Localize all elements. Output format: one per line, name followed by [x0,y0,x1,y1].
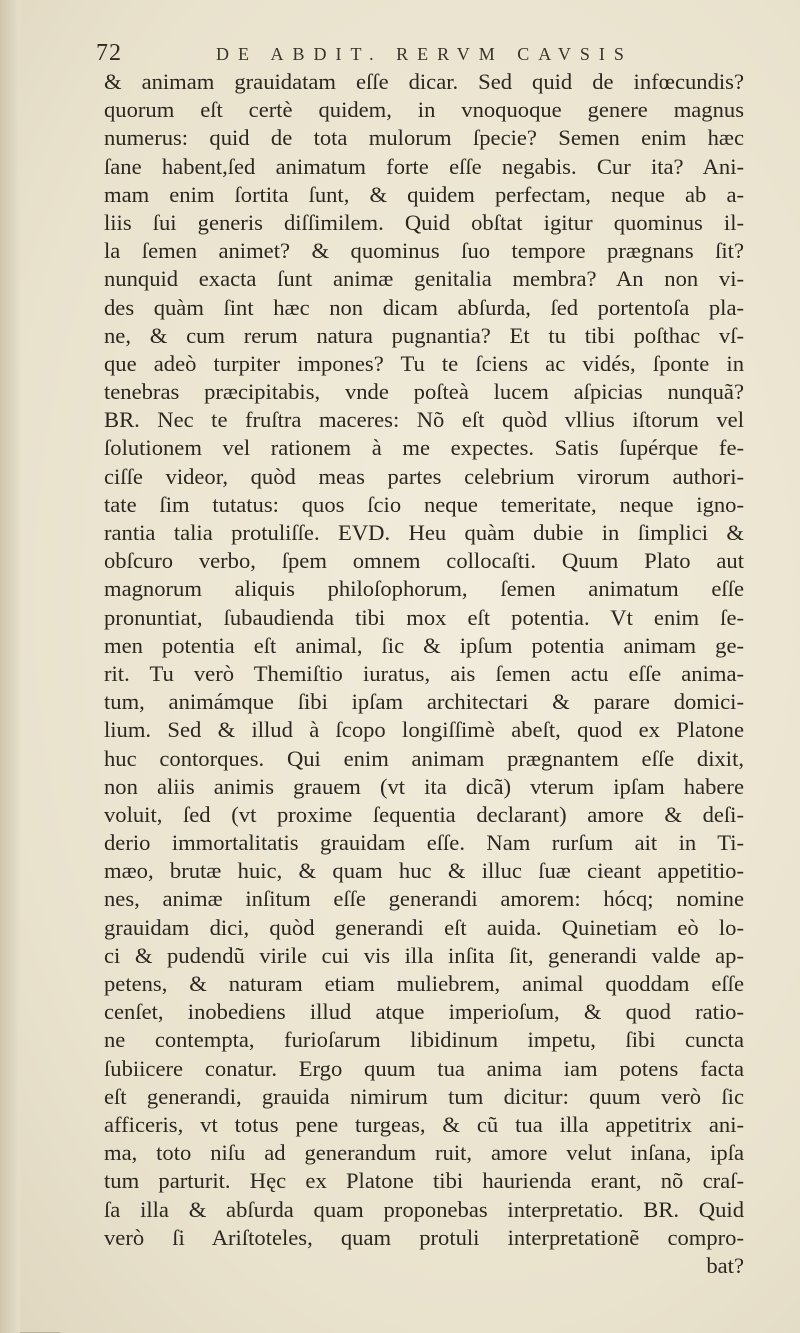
text-line-final: bat? [706,1252,744,1278]
binding-gutter [0,0,20,1333]
text-line: ma, toto niſu ad generandum ruit, amore velut inſana, ipſa [104,1140,744,1166]
page-number: 72 [96,40,122,66]
text-line: des quàm ſint hæc non dicam abſurda, ſed portentoſa pla- [104,294,744,320]
text-line: la ſemen animet? & quominus ſuo tempore prægnans ſit? [104,238,744,264]
text-line: huc contorques. Qui enim animam prægnantem eſſe dixit, [104,745,744,771]
text-line: derio immortalitatis grauidam eſſe. Nam rurſum ait in Ti- [104,830,744,856]
text-line: ſa illa & abſurda quam proponebas interpretatio. BR. Quid [104,1196,744,1222]
text-line: BR. Nec te fruſtra maceres: Nõ eſt quòd vllius iſtorum vel [104,407,744,433]
text-line: afficeris, vt totus pene turgeas, & cũ tua illa appetitrix ani- [104,1111,744,1137]
text-line: tate ſim tutatus: quos ſcio neque temeritate, neque igno- [104,491,744,517]
text-line: ci & pudendũ virile cui vis illa inſita ſit, generandi valde ap- [104,942,744,968]
page-header [96,40,740,70]
text-line: magnorum aliquis philoſophorum, ſemen animatum eſſe [104,576,744,602]
page-edge-mark [20,1320,60,1333]
text-line: quorum eſt certè quidem, in vnoquoque genere magnus [104,97,744,123]
text-line: ne, & cum rerum natura pugnantia? Et tu tibi poſthac vſ- [104,322,744,348]
text-line: pronuntiat, ſubaudienda tibi mox eſt potentia. Vt enim ſe- [104,604,744,630]
text-line: ſane habent,ſed animatum forte eſſe negabis. Cur ita? Ani- [104,153,744,179]
text-line: nunquid exacta ſunt animæ genitalia membra? An non vi- [104,266,744,292]
text-line: nes, animæ inſitum eſſe generandi amorem: hócq; nomine [104,886,744,912]
text-line: mam enim ſortita ſunt, & quidem perfectam, neque ab a- [104,181,744,207]
text-line: mæo, brutæ huic, & quam huc & illuc ſuæ cieant appetitio- [104,858,744,884]
text-line: & animam grauidatam eſſe dicar. Sed quid de infœcundis? [104,69,744,94]
body-text [104,68,744,1280]
text-line: voluit, ſed (vt proxime ſequentia declarant) amore & deſi- [104,801,744,827]
text-line: cenſet, inobediens illud atque imperioſum, & quod ratio- [104,999,744,1025]
text-line: liis ſui generis diſſimilem. Quid obſtat igitur quominus il- [104,209,744,235]
text-line: tum parturit. Hęc ex Platone tibi haurienda erant, nõ craſ- [104,1168,744,1194]
text-line: ſubiicere conatur. Ergo quum tua anima iam potens facta [104,1055,744,1081]
text-line: ne contempta, furioſarum libidinum impetu, ſibi cuncta [104,1027,744,1053]
text-line: tum, animámque ſibi ipſam architectari & parare domici- [104,689,744,715]
text-line: obſcuro verbo, ſpem omnem collocaſti. Quum Plato aut [104,548,744,574]
text-line: verò ſi Ariſtoteles, quam protuli interpretationẽ compro- [104,1224,744,1250]
text-line: numerus: quid de tota mulorum ſpecie? Semen enim hæc [104,125,744,151]
text-line: rit. Tu verò Themiſtio iuratus, ais ſemen actu eſſe anima- [104,660,744,686]
text-line: petens, & naturam etiam muliebrem, animal quoddam eſſe [104,971,744,996]
text-line: non aliis animis grauem (vt ita dicã) vterum ipſam habere [104,773,744,799]
text-line: lium. Sed & illud à ſcopo longiſſimè abeſt, quod ex Platone [104,717,744,743]
text-line: que adeò turpiter impones? Tu te ſciens ac vidés, ſponte in [104,350,744,376]
text-line: ſolutionem vel rationem à me expectes. Satis ſupérque fe- [104,435,744,461]
text-line: grauidam dici, quòd generandi eſt auida. Quinetiam eò lo- [104,914,744,940]
text-line: men potentia eſt animal, ſic & ipſum potentia animam ge- [104,632,744,658]
running-head: DE ABDIT. RERVM CAVSIS [216,44,633,64]
text-line: rantia talia protuliſſe. EVD. Heu quàm dubie in ſimplici & [104,520,744,545]
text-line: eſt generandi, grauida nimirum tum dicitur: quum verò ſic [104,1083,744,1109]
text-line: tenebras præcipitabis, vnde poſteà lucem aſpicias nunquã? [104,379,744,405]
text-line: ciſſe videor, quòd meas partes celebrium virorum authori- [104,463,744,489]
